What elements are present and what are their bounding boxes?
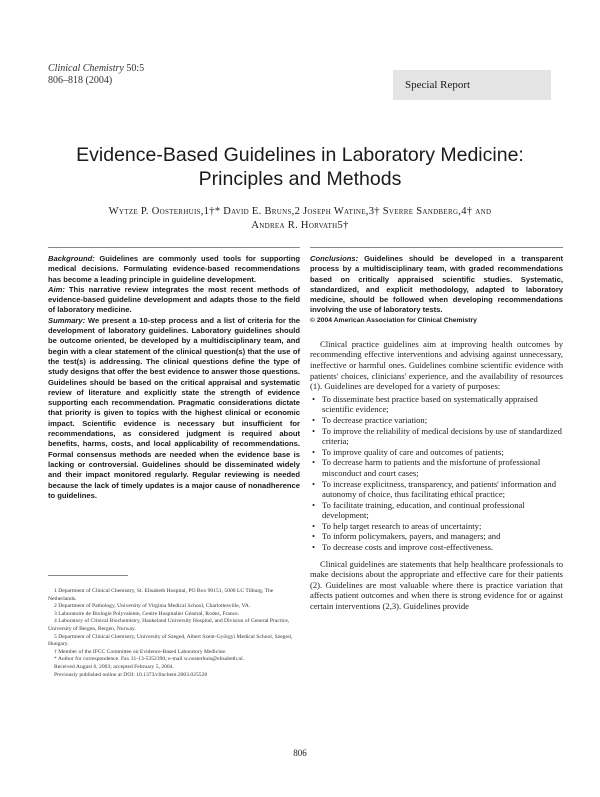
journal-volume: 50:5	[126, 63, 145, 74]
footnote-received: Received August 6, 2003; accepted February 5, 2004.	[54, 663, 174, 670]
page-number: 806	[293, 748, 307, 758]
footnote-affiliation-2: 2 Department of Pathology, University of Virginia Medical School, Charlottesville, VA.	[54, 603, 251, 610]
right-column	[310, 254, 563, 612]
abstract-background-text: Guidelines are commonly used tools for supporting medical decisions. Formulating evidence-based recommendations has become a leading principle in guideline development.	[48, 254, 300, 284]
list-item: • To decrease harm to patients and the misfortune of professional misconduct and court cases;	[312, 457, 541, 478]
list-item: • To help target research to areas of uncertainty;	[312, 520, 482, 531]
abstract-summary-text: We present a 10-step process and a list of criteria for the development of laboratory guidelines. Laboratory guidelines should be outcome oriented, be developed by a multidisciplinary team, and begin with a clear statement of the clinical question(s) that the use of the test(s) is addressing. The clinical questions define the type of study designs that offer the best evidence to answer those questions. Guidelines should be based on the critical appraisal and systematic review of literature and explicitly state the strength of evidence supporting each recommendation. Pragmatic considerations dictate that priority is given to topics with the highest clinical or economic impact. Scientific evidence is necessary but insufficient for recommendations, as considered judgment is required about benefits, harms, costs, and local applicability of recommendations. Formal consensus methods are needed when the evidence base is lacking or controversial. Guidelines should be disseminated widely and their impact monitored regularly. Regular reviewing is needed because the lack of timely updates is a major cause of nonadherence to guidelines.	[48, 315, 300, 500]
list-item: • To decrease practice variation;	[312, 414, 428, 425]
list-item: • To improve the reliability of medical decisions by use of standardized criteria;	[312, 425, 562, 447]
bullet-icon: •	[312, 531, 316, 542]
article-title	[40, 143, 560, 191]
bullet-icon: •	[312, 446, 316, 457]
abstract-top-rule-left	[48, 247, 300, 248]
bullet-icon: •	[312, 414, 316, 425]
abstract-conclusions-label: Conclusions:	[310, 254, 359, 263]
article-title-line-1: Evidence-Based Guidelines in Laboratory Medicine:	[76, 144, 524, 166]
journal-citation	[48, 63, 144, 87]
list-item: • To increase explicitness, transparency, and patients' information and autonomy of choice, thus facilitating ethical practice;	[312, 478, 557, 500]
article-title-line-2: Principles and Methods	[198, 168, 402, 190]
footnote-correspondence: * Author for correspondence. Fax 31-13-5352390; e-mail w.oosterhuis@elisabeth.nl.	[54, 656, 245, 663]
footnotes	[48, 588, 300, 679]
abstract-aim	[48, 285, 300, 316]
abstract-top-rule-right	[310, 247, 563, 248]
abstract-conclusions	[310, 254, 563, 316]
bullet-icon: •	[312, 393, 316, 404]
intro-paragraph: Clinical practice guidelines aim at improving health outcomes by recommending effective interventions and advising against unnecessary, ineffective or harmful ones. Guidelines combine scientific evidence with patients' choices, clinicians' experience, and the availability of resources (1). Guidelines are developed for a variety of purposes:	[310, 338, 563, 392]
abstract-summary	[48, 316, 300, 501]
authors-line-2: Andrea R. Horvath5†	[251, 220, 349, 231]
footnote-divider	[48, 575, 128, 576]
bullet-icon: •	[312, 457, 316, 468]
footnote-affiliation-5: 5 Department of Clinical Chemistry, University of Szeged, Albert Szent-Györgyi Medical School, Szeged, Hungary.	[48, 633, 293, 648]
bullet-icon: •	[312, 499, 316, 510]
section-badge: Special Report	[393, 70, 551, 100]
abstract-background-label: Background:	[48, 254, 95, 263]
journal-pages-year: 806–818 (2004)	[48, 75, 113, 86]
footnote-affiliation-3: 3 Laboratoire de Biologie Polyvalente, Centre Hospitalier Général, Rodez, France.	[54, 610, 239, 617]
abstract-conclusions-text: Guidelines should be developed in a transparent process by a multidisciplinary team, with graded recommendations based on critically appraised scientific studies. Systematic, standardized, and explicit methodology, adapted to laboratory medicine, should be followed when developing recommendations involving the use of laboratory tests.	[310, 254, 563, 315]
author-list	[40, 205, 560, 233]
abstract-aim-text: This narrative review integrates the most recent methods of evidence-based guideline development and adapts those to the field of laboratory medicine.	[48, 284, 300, 315]
journal-name: Clinical Chemistry	[48, 63, 124, 74]
footnote-affiliation-4: 4 Laboratory of Clinical Biochemistry, Haukeland University Hospital, and Division of General Practice, University of Bergen, Bergen, Norway.	[48, 618, 290, 632]
list-item: • To decrease costs and improve cost-effectiveness.	[312, 542, 494, 553]
abstract-aim-label: Aim:	[48, 284, 65, 294]
left-column	[48, 254, 300, 501]
bullet-icon: •	[312, 425, 316, 436]
list-item: • To facilitate training, education, and continual professional development;	[312, 499, 525, 521]
abstract-summary-label: Summary:	[48, 315, 86, 325]
bullet-icon: •	[312, 520, 316, 531]
purposes-list	[310, 394, 563, 553]
list-item: • To improve quality of care and outcomes of patients;	[312, 446, 504, 457]
abstract-background	[48, 254, 300, 285]
list-item: • To inform policymakers, payers, and managers; and	[312, 531, 501, 542]
footnote-doi: Previously published online at DOI: 10.1373/clinchem.2003.025528	[54, 671, 208, 678]
list-item: • To disseminate best practice based on systematically appraised scientific evidence;	[312, 393, 538, 415]
second-paragraph: Clinical guidelines are statements that help healthcare professionals to make decisions about the appropriate and effective care for their patients (2). Guidelines are most valuable where there is practice variation that affects patient outcomes and when there is strong evidence for or against certain interventions (2,3). Guidelines provide	[310, 558, 563, 612]
bullet-icon: •	[312, 478, 316, 489]
footnote-ifcc-member: † Member of the IFCC Committee on Evidence-Based Laboratory Medicine.	[54, 648, 227, 655]
copyright-line: © 2004 American Association for Clinical Chemistry	[310, 316, 477, 324]
footnote-affiliation-1: 1 Department of Clinical Chemistry, St. Elisabeth Hospital, PO Box 90151, 5000 LC Tilburg, The Netherlands.	[48, 588, 274, 602]
authors-line-1: Wytze P. Oosterhuis,1†* David E. Bruns,2 Joseph Watine,3† Sverre Sandberg,4† and	[108, 206, 492, 217]
bullet-icon: •	[312, 542, 316, 553]
